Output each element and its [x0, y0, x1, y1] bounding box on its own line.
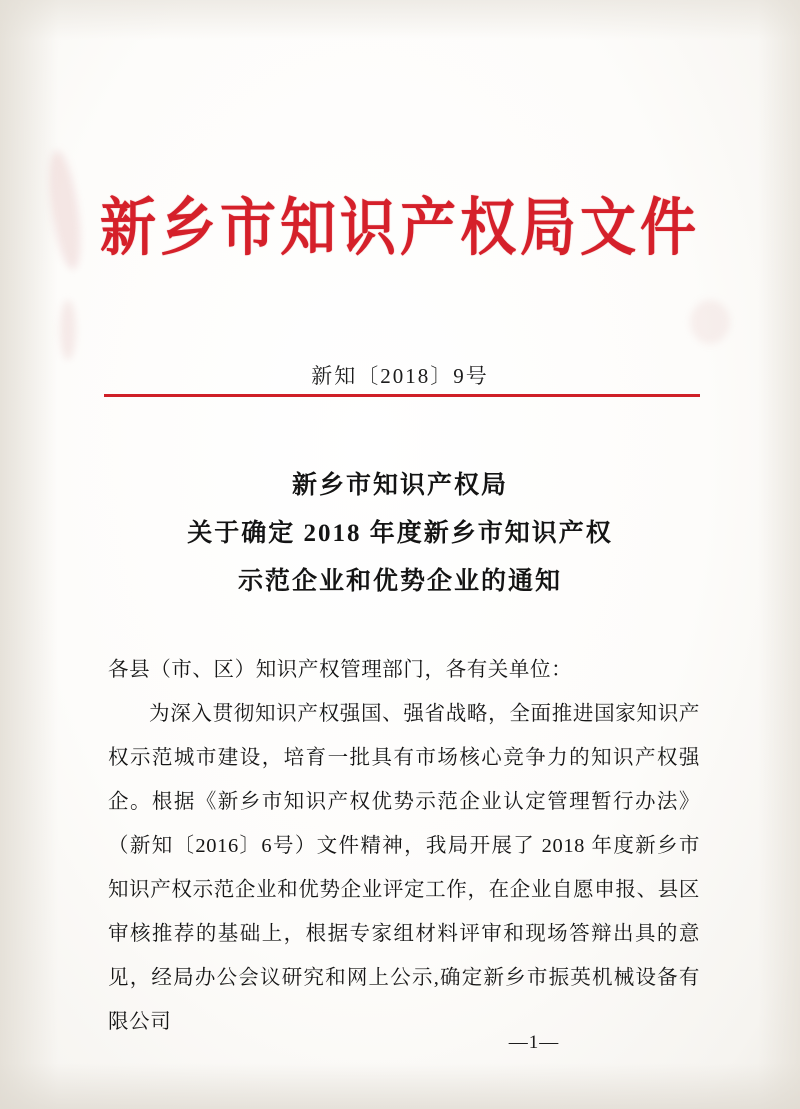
page-number-text: —1— — [508, 1032, 560, 1053]
document-masthead — [0, 196, 800, 262]
document-title — [110, 462, 690, 606]
page-number — [0, 1032, 800, 1054]
masthead-title: 新乡市知识产权局文件 — [100, 194, 700, 264]
title-line-2: 关于确定 2018 年度新乡市知识产权 — [187, 520, 613, 547]
document-number: 新知〔2018〕9号 — [311, 364, 489, 388]
body-paragraph-1: 为深入贯彻知识产权强国、强省战略，全面推进国家知识产权示范城市建设，培育一批具有市场核心竞争力的知识产权强企。根据《新乡市知识产权优势示范企业认定管理暂行办法》（新知〔2016〕6号）文件精神，我局开展了 2018 年度新乡市知识产权示范企业和优势企业评定工作，在企业自愿申报、县区审核推荐的基础上，根据专家组材料评审和现场答辩出具的意见，经局办公会议研究和网上公示,确定新乡市振英机械设备有限公司 — [108, 703, 700, 1033]
red-separator-rule — [104, 394, 700, 397]
title-line-3: 示范企业和优势企业的通知 — [237, 568, 562, 595]
document-body — [108, 648, 700, 1044]
title-line-1: 新乡市知识产权局 — [291, 472, 508, 499]
salutation: 各县（市、区）知识产权管理部门，各有关单位： — [108, 659, 573, 681]
